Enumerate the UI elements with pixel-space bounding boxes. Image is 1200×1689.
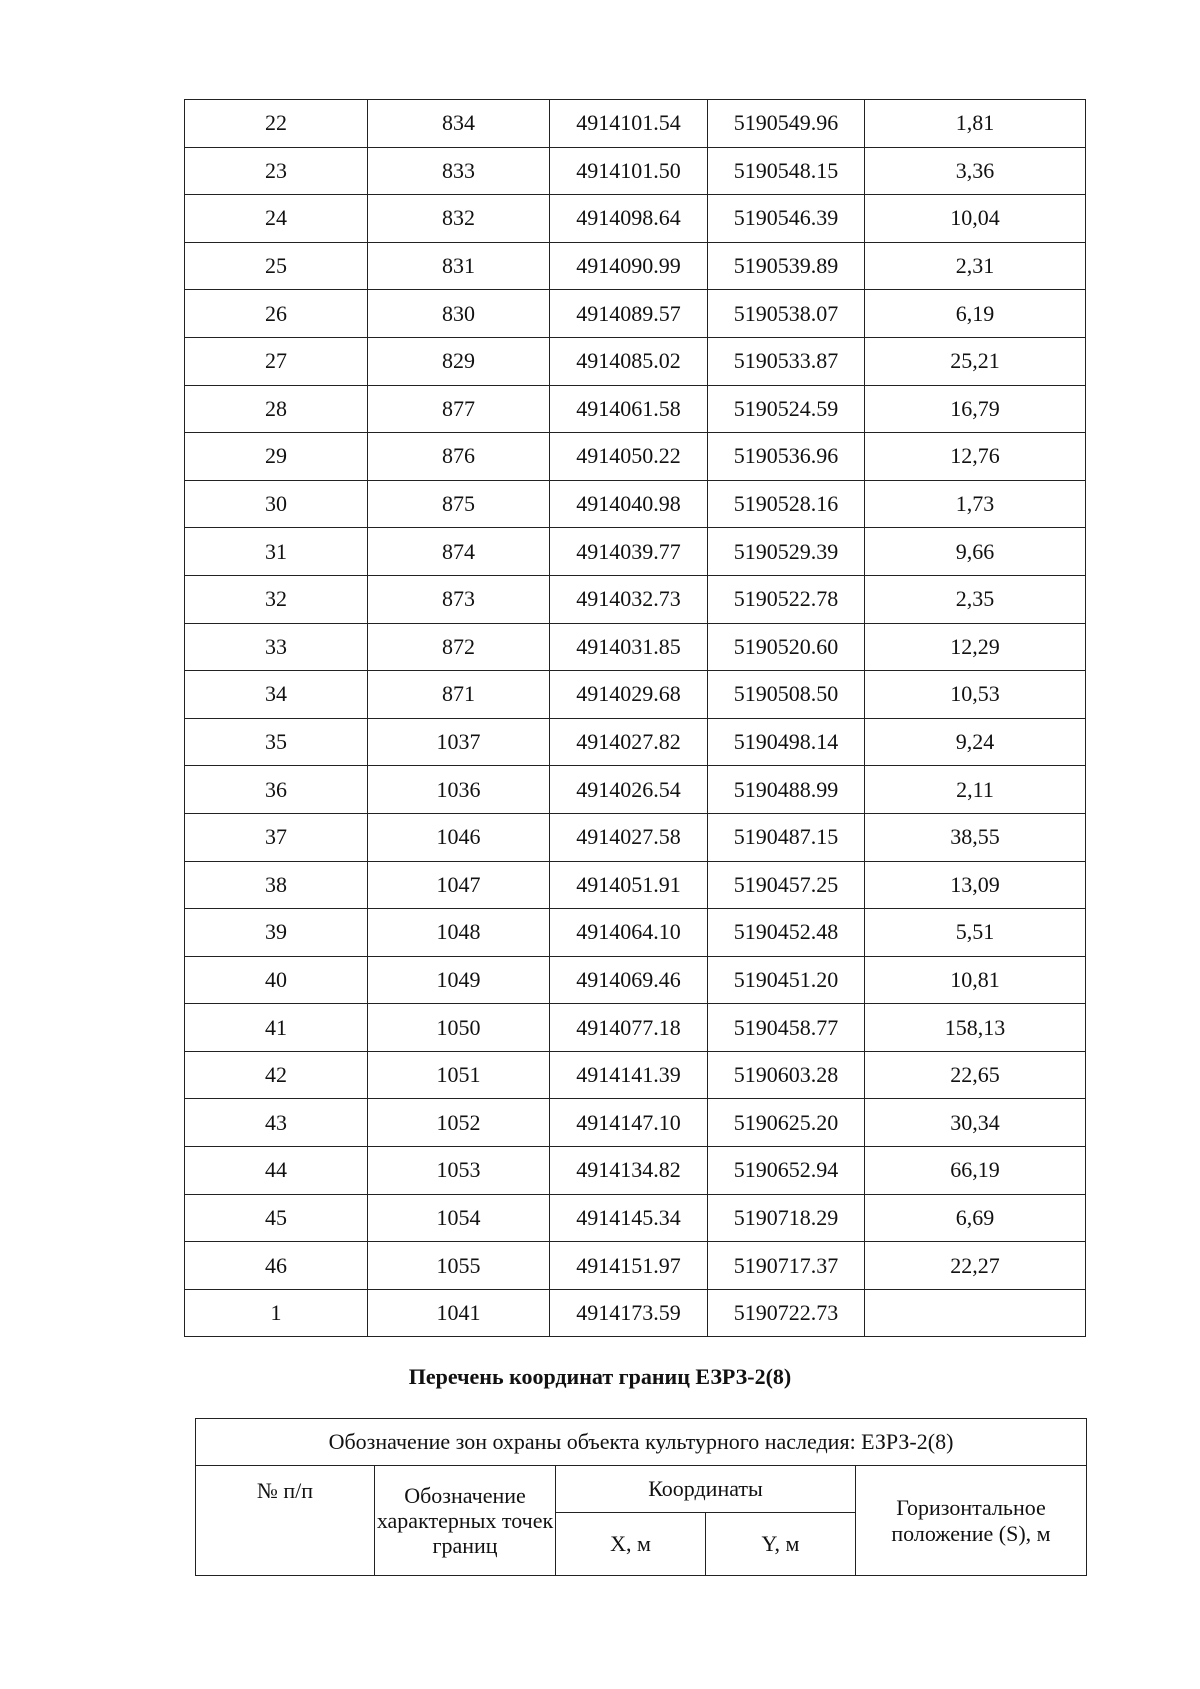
cell-y: 5190533.87 <box>708 337 865 385</box>
cell-x: 4914085.02 <box>550 337 708 385</box>
cell-y: 5190625.20 <box>708 1099 865 1147</box>
cell-y: 5190524.59 <box>708 385 865 433</box>
cell-x: 4914141.39 <box>550 1051 708 1099</box>
table-row <box>185 909 1086 957</box>
cell-point: 877 <box>368 385 550 433</box>
cell-distance: 10,53 <box>865 671 1086 719</box>
cell-distance: 16,79 <box>865 385 1086 433</box>
cell-x: 4914069.46 <box>550 956 708 1004</box>
zone-caption-row <box>196 1419 1087 1466</box>
col-header-points: Обозначение характерных точек границ <box>375 1466 556 1576</box>
cell-point: 829 <box>368 337 550 385</box>
cell-y: 5190539.89 <box>708 242 865 290</box>
cell-x: 4914027.82 <box>550 718 708 766</box>
cell-y: 5190718.29 <box>708 1194 865 1242</box>
cell-x: 4914101.50 <box>550 147 708 195</box>
cell-y: 5190549.96 <box>708 100 865 148</box>
coordinates-table-body <box>185 100 1086 1337</box>
cell-distance: 66,19 <box>865 1147 1086 1195</box>
cell-num: 1 <box>185 1289 368 1337</box>
cell-x: 4914173.59 <box>550 1289 708 1337</box>
cell-num: 33 <box>185 623 368 671</box>
cell-point: 1041 <box>368 1289 550 1337</box>
cell-point: 833 <box>368 147 550 195</box>
table-row <box>185 1051 1086 1099</box>
table-row <box>185 718 1086 766</box>
section-title: Перечень координат границ ЕЗРЗ-2(8) <box>408 1364 792 1389</box>
cell-distance: 10,04 <box>865 195 1086 243</box>
cell-num: 45 <box>185 1194 368 1242</box>
cell-distance: 9,66 <box>865 528 1086 576</box>
cell-num: 40 <box>185 956 368 1004</box>
cell-x: 4914027.58 <box>550 813 708 861</box>
table-row <box>185 290 1086 338</box>
cell-x: 4914040.98 <box>550 480 708 528</box>
cell-num: 46 <box>185 1242 368 1290</box>
cell-point: 1049 <box>368 956 550 1004</box>
cell-point: 1055 <box>368 1242 550 1290</box>
cell-num: 36 <box>185 766 368 814</box>
col-header-num: № п/п <box>196 1466 375 1576</box>
cell-distance: 6,19 <box>865 290 1086 338</box>
cell-distance: 1,73 <box>865 480 1086 528</box>
table-row <box>185 813 1086 861</box>
cell-point: 1047 <box>368 861 550 909</box>
cell-y: 5190498.14 <box>708 718 865 766</box>
cell-num: 37 <box>185 813 368 861</box>
table-row <box>185 671 1086 719</box>
cell-point: 1053 <box>368 1147 550 1195</box>
table-row <box>185 433 1086 481</box>
cell-x: 4914090.99 <box>550 242 708 290</box>
col-header-y: Y, м <box>706 1513 856 1576</box>
cell-x: 4914031.85 <box>550 623 708 671</box>
coordinates-table <box>184 99 1086 1337</box>
cell-x: 4914026.54 <box>550 766 708 814</box>
cell-x: 4914029.68 <box>550 671 708 719</box>
table-row <box>185 1242 1086 1290</box>
cell-x: 4914039.77 <box>550 528 708 576</box>
cell-point: 830 <box>368 290 550 338</box>
table-row <box>185 623 1086 671</box>
cell-num: 27 <box>185 337 368 385</box>
cell-y: 5190722.73 <box>708 1289 865 1337</box>
table-row <box>185 528 1086 576</box>
cell-y: 5190548.15 <box>708 147 865 195</box>
cell-num: 43 <box>185 1099 368 1147</box>
cell-point: 873 <box>368 575 550 623</box>
cell-num: 24 <box>185 195 368 243</box>
cell-point: 1054 <box>368 1194 550 1242</box>
cell-y: 5190546.39 <box>708 195 865 243</box>
table-row <box>185 1099 1086 1147</box>
cell-distance: 13,09 <box>865 861 1086 909</box>
cell-num: 39 <box>185 909 368 957</box>
cell-point: 834 <box>368 100 550 148</box>
table-row <box>185 100 1086 148</box>
cell-num: 35 <box>185 718 368 766</box>
col-header-distance: Горизонтальное положение (S), м <box>856 1466 1087 1576</box>
cell-num: 23 <box>185 147 368 195</box>
table-row <box>185 195 1086 243</box>
cell-num: 30 <box>185 480 368 528</box>
cell-distance: 12,76 <box>865 433 1086 481</box>
cell-distance: 1,81 <box>865 100 1086 148</box>
cell-y: 5190451.20 <box>708 956 865 1004</box>
cell-distance: 3,36 <box>865 147 1086 195</box>
cell-num: 42 <box>185 1051 368 1099</box>
cell-num: 28 <box>185 385 368 433</box>
cell-distance: 9,24 <box>865 718 1086 766</box>
cell-distance: 22,65 <box>865 1051 1086 1099</box>
cell-num: 22 <box>185 100 368 148</box>
cell-distance: 2,31 <box>865 242 1086 290</box>
cell-distance: 2,11 <box>865 766 1086 814</box>
cell-num: 25 <box>185 242 368 290</box>
cell-point: 1048 <box>368 909 550 957</box>
cell-y: 5190520.60 <box>708 623 865 671</box>
cell-y: 5190603.28 <box>708 1051 865 1099</box>
cell-x: 4914051.91 <box>550 861 708 909</box>
cell-x: 4914050.22 <box>550 433 708 481</box>
cell-point: 871 <box>368 671 550 719</box>
table-row <box>185 1289 1086 1337</box>
table-row <box>185 1194 1086 1242</box>
cell-y: 5190508.50 <box>708 671 865 719</box>
cell-num: 34 <box>185 671 368 719</box>
zone-caption: Обозначение зон охраны объекта культурного наследия: ЕЗРЗ-2(8) <box>196 1419 1087 1466</box>
cell-distance <box>865 1289 1086 1337</box>
cell-distance: 158,13 <box>865 1004 1086 1052</box>
table-row <box>185 1147 1086 1195</box>
cell-distance: 25,21 <box>865 337 1086 385</box>
header-row-1 <box>196 1466 1087 1513</box>
cell-distance: 5,51 <box>865 909 1086 957</box>
cell-num: 26 <box>185 290 368 338</box>
cell-y: 5190458.77 <box>708 1004 865 1052</box>
cell-x: 4914064.10 <box>550 909 708 957</box>
cell-x: 4914147.10 <box>550 1099 708 1147</box>
cell-point: 875 <box>368 480 550 528</box>
cell-point: 874 <box>368 528 550 576</box>
cell-x: 4914089.57 <box>550 290 708 338</box>
cell-distance: 10,81 <box>865 956 1086 1004</box>
cell-x: 4914032.73 <box>550 575 708 623</box>
cell-num: 44 <box>185 1147 368 1195</box>
cell-y: 5190536.96 <box>708 433 865 481</box>
cell-y: 5190452.48 <box>708 909 865 957</box>
table-row <box>185 1004 1086 1052</box>
cell-num: 29 <box>185 433 368 481</box>
cell-point: 831 <box>368 242 550 290</box>
cell-x: 4914098.64 <box>550 195 708 243</box>
cell-y: 5190652.94 <box>708 1147 865 1195</box>
table-row <box>185 861 1086 909</box>
cell-point: 1037 <box>368 718 550 766</box>
cell-point: 876 <box>368 433 550 481</box>
cell-x: 4914101.54 <box>550 100 708 148</box>
table-row <box>185 480 1086 528</box>
col-header-x: X, м <box>556 1513 706 1576</box>
cell-y: 5190488.99 <box>708 766 865 814</box>
cell-point: 1050 <box>368 1004 550 1052</box>
cell-y: 5190528.16 <box>708 480 865 528</box>
cell-distance: 38,55 <box>865 813 1086 861</box>
cell-num: 38 <box>185 861 368 909</box>
cell-distance: 6,69 <box>865 1194 1086 1242</box>
table-row <box>185 242 1086 290</box>
table-row <box>185 956 1086 1004</box>
cell-point: 1052 <box>368 1099 550 1147</box>
cell-point: 832 <box>368 195 550 243</box>
table-row <box>185 385 1086 433</box>
cell-y: 5190538.07 <box>708 290 865 338</box>
table-row <box>185 337 1086 385</box>
cell-distance: 30,34 <box>865 1099 1086 1147</box>
cell-x: 4914145.34 <box>550 1194 708 1242</box>
cell-num: 41 <box>185 1004 368 1052</box>
cell-num: 32 <box>185 575 368 623</box>
col-header-coords: Координаты <box>556 1466 856 1513</box>
table-row <box>185 766 1086 814</box>
table-row <box>185 147 1086 195</box>
cell-y: 5190487.15 <box>708 813 865 861</box>
cell-x: 4914151.97 <box>550 1242 708 1290</box>
cell-point: 872 <box>368 623 550 671</box>
cell-distance: 2,35 <box>865 575 1086 623</box>
cell-num: 31 <box>185 528 368 576</box>
cell-x: 4914134.82 <box>550 1147 708 1195</box>
cell-y: 5190717.37 <box>708 1242 865 1290</box>
cell-y: 5190457.25 <box>708 861 865 909</box>
table-row <box>185 575 1086 623</box>
cell-y: 5190529.39 <box>708 528 865 576</box>
cell-x: 4914061.58 <box>550 385 708 433</box>
cell-point: 1046 <box>368 813 550 861</box>
cell-y: 5190522.78 <box>708 575 865 623</box>
cell-point: 1036 <box>368 766 550 814</box>
cell-distance: 22,27 <box>865 1242 1086 1290</box>
ezrz-header-table <box>195 1418 1087 1576</box>
cell-point: 1051 <box>368 1051 550 1099</box>
cell-distance: 12,29 <box>865 623 1086 671</box>
cell-x: 4914077.18 <box>550 1004 708 1052</box>
